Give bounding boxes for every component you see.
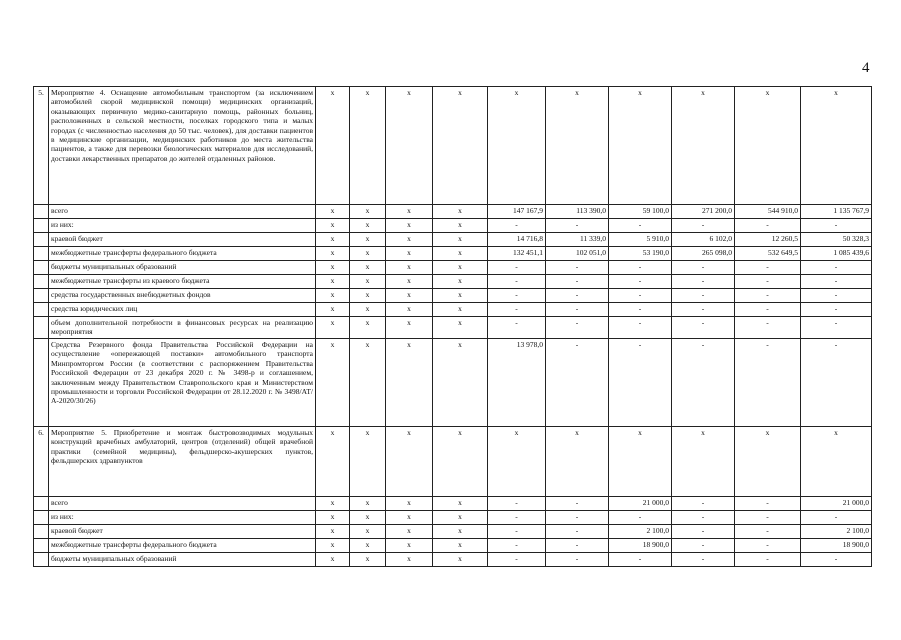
table-cell: - bbox=[801, 339, 872, 427]
empty-number-cell bbox=[34, 339, 49, 427]
table-cell: 132 451,1 bbox=[488, 247, 546, 261]
table-cell: x bbox=[350, 261, 386, 275]
table-cell: x bbox=[316, 339, 350, 427]
row-label: из них: bbox=[49, 511, 316, 525]
table-cell: x bbox=[386, 427, 433, 497]
table-cell: x bbox=[433, 303, 488, 317]
table-cell: x bbox=[433, 497, 488, 511]
table-cell: 12 260,5 bbox=[735, 233, 801, 247]
table-cell: - bbox=[609, 553, 672, 567]
table-cell: - bbox=[801, 261, 872, 275]
section-title-row bbox=[34, 427, 872, 497]
table-cell: 532 649,5 bbox=[735, 247, 801, 261]
table-cell: - bbox=[546, 275, 609, 289]
empty-number-cell bbox=[34, 289, 49, 303]
table-cell: x bbox=[433, 539, 488, 553]
table-cell: x bbox=[316, 233, 350, 247]
empty-number-cell bbox=[34, 261, 49, 275]
empty-number-cell bbox=[34, 317, 49, 339]
table-cell: - bbox=[488, 219, 546, 233]
table-cell: - bbox=[735, 303, 801, 317]
table-cell: - bbox=[672, 539, 735, 553]
table-cell: - bbox=[546, 511, 609, 525]
table-cell: x bbox=[316, 205, 350, 219]
section-number: 6. bbox=[34, 427, 49, 497]
table-cell: - bbox=[735, 275, 801, 289]
table-cell: - bbox=[735, 289, 801, 303]
empty-number-cell bbox=[34, 553, 49, 567]
table-cell: - bbox=[609, 339, 672, 427]
table-cell: x bbox=[433, 275, 488, 289]
table-cell: x bbox=[672, 87, 735, 205]
table-cell: x bbox=[386, 247, 433, 261]
empty-number-cell bbox=[34, 275, 49, 289]
table-cell: - bbox=[735, 539, 801, 553]
table-cell: - bbox=[488, 289, 546, 303]
table-cell: - bbox=[672, 553, 735, 567]
table-cell: 271 200,0 bbox=[672, 205, 735, 219]
row-label: межбюджетные трансферты федерального бюджета bbox=[49, 247, 316, 261]
table-cell: - bbox=[546, 219, 609, 233]
empty-number-cell bbox=[34, 525, 49, 539]
table-cell: x bbox=[350, 219, 386, 233]
table-cell: 53 190,0 bbox=[609, 247, 672, 261]
table-cell: 265 098,0 bbox=[672, 247, 735, 261]
row-label: межбюджетные трансферты федерального бюджета bbox=[49, 539, 316, 553]
table-cell: 1 085 439,6 bbox=[801, 247, 872, 261]
table-cell: x bbox=[433, 289, 488, 303]
row-label: средства государственных внебюджетных фондов bbox=[49, 289, 316, 303]
table-cell: 59 100,0 bbox=[609, 205, 672, 219]
table-cell: x bbox=[350, 339, 386, 427]
table-cell: - bbox=[735, 553, 801, 567]
table-cell: - bbox=[546, 497, 609, 511]
table-cell: x bbox=[350, 87, 386, 205]
table-cell: x bbox=[316, 261, 350, 275]
table-row bbox=[34, 205, 872, 219]
table-cell: - bbox=[735, 317, 801, 339]
table-cell: x bbox=[386, 289, 433, 303]
table-cell: x bbox=[386, 339, 433, 427]
table-cell: x bbox=[433, 525, 488, 539]
table-cell: 544 910,0 bbox=[735, 205, 801, 219]
table-cell: - bbox=[609, 289, 672, 303]
table-cell: 5 910,0 bbox=[609, 233, 672, 247]
row-label: краевой бюджет bbox=[49, 233, 316, 247]
row-label: Средства Резервного фонда Правительства Российской Федерации на осуществление «опережающей поставки» автомобильного транспорта Минпромторгом России (в соответствии с распоряжением Правительства Российской Федерации от 23 декабря 2020 г. № 3498-р и соглашением, заключенным между Правительством Ставропольского края и Министерством промышленности и торговли Российской Федерации от 28.12.2020 г. № 3498/АТ/А-2020/30/26) bbox=[49, 339, 316, 427]
table-cell: x bbox=[386, 219, 433, 233]
table-cell: x bbox=[609, 427, 672, 497]
table-cell: - bbox=[609, 219, 672, 233]
table-cell: 14 716,8 bbox=[488, 233, 546, 247]
table-cell: x bbox=[350, 303, 386, 317]
table-cell: x bbox=[316, 317, 350, 339]
table-cell: - bbox=[488, 553, 546, 567]
table-cell: 50 328,3 bbox=[801, 233, 872, 247]
empty-number-cell bbox=[34, 205, 49, 219]
table-cell: 21 000,0 bbox=[801, 497, 872, 511]
empty-number-cell bbox=[34, 303, 49, 317]
table-cell: x bbox=[488, 87, 546, 205]
table-cell: 18 900,0 bbox=[801, 539, 872, 553]
table-cell: x bbox=[316, 247, 350, 261]
table-cell: x bbox=[433, 339, 488, 427]
table-cell: 2 100,0 bbox=[609, 525, 672, 539]
table-cell: x bbox=[433, 233, 488, 247]
table-cell: - bbox=[488, 261, 546, 275]
table-cell: x bbox=[433, 317, 488, 339]
table-cell: x bbox=[801, 427, 872, 497]
table-row bbox=[34, 539, 872, 553]
table-cell: 1 135 767,9 bbox=[801, 205, 872, 219]
table-cell: - bbox=[546, 525, 609, 539]
section-title: Мероприятие 5. Приобретение и монтаж быстровозводимых модульных конструкций врачебных амбулаторий, центров (отделений) общей врачебной практики (семейной медицины), фельдшерско-акушерских пунктов, фельдшерских здравпунктов bbox=[49, 427, 316, 497]
table-cell: x bbox=[386, 511, 433, 525]
table-cell: x bbox=[546, 427, 609, 497]
table-cell: x bbox=[316, 427, 350, 497]
table-cell: x bbox=[433, 87, 488, 205]
table-cell: x bbox=[316, 497, 350, 511]
table-cell: - bbox=[488, 511, 546, 525]
table-cell: - bbox=[801, 219, 872, 233]
table-row bbox=[34, 497, 872, 511]
table-cell: - bbox=[488, 497, 546, 511]
table-cell: 11 339,0 bbox=[546, 233, 609, 247]
empty-number-cell bbox=[34, 497, 49, 511]
table-row bbox=[34, 289, 872, 303]
table-row bbox=[34, 339, 872, 427]
table-cell: x bbox=[735, 427, 801, 497]
table-row bbox=[34, 247, 872, 261]
empty-number-cell bbox=[34, 511, 49, 525]
table-cell: x bbox=[316, 553, 350, 567]
table-cell: x bbox=[433, 247, 488, 261]
row-label: бюджеты муниципальных образований bbox=[49, 553, 316, 567]
table-cell: x bbox=[433, 205, 488, 219]
table-cell: x bbox=[386, 205, 433, 219]
table-cell: x bbox=[316, 303, 350, 317]
table-cell: - bbox=[609, 261, 672, 275]
table-cell: x bbox=[350, 247, 386, 261]
table-cell: x bbox=[386, 317, 433, 339]
row-label: бюджеты муниципальных образований bbox=[49, 261, 316, 275]
table-cell: x bbox=[350, 289, 386, 303]
table-row bbox=[34, 275, 872, 289]
table-cell: - bbox=[672, 525, 735, 539]
table-cell: 21 000,0 bbox=[609, 497, 672, 511]
table-row bbox=[34, 525, 872, 539]
table-row bbox=[34, 233, 872, 247]
table-cell: x bbox=[316, 219, 350, 233]
table-cell: x bbox=[672, 427, 735, 497]
table-cell: x bbox=[386, 275, 433, 289]
table-row bbox=[34, 511, 872, 525]
table-cell: - bbox=[801, 303, 872, 317]
table-cell: x bbox=[433, 511, 488, 525]
table-cell: x bbox=[350, 525, 386, 539]
table-cell: x bbox=[433, 261, 488, 275]
empty-number-cell bbox=[34, 539, 49, 553]
row-label: средства юридических лиц bbox=[49, 303, 316, 317]
row-label: всего bbox=[49, 497, 316, 511]
empty-number-cell bbox=[34, 219, 49, 233]
table-cell: - bbox=[672, 511, 735, 525]
table-cell: x bbox=[735, 87, 801, 205]
table-cell: - bbox=[488, 539, 546, 553]
table-cell: - bbox=[488, 525, 546, 539]
table-cell: 113 390,0 bbox=[546, 205, 609, 219]
table-cell: x bbox=[546, 87, 609, 205]
table-row bbox=[34, 261, 872, 275]
table-row bbox=[34, 219, 872, 233]
table-cell: x bbox=[350, 539, 386, 553]
table-row bbox=[34, 317, 872, 339]
table-cell: - bbox=[735, 525, 801, 539]
table-cell: 6 102,0 bbox=[672, 233, 735, 247]
table-cell: x bbox=[350, 317, 386, 339]
table-cell: - bbox=[672, 339, 735, 427]
table-cell: - bbox=[672, 289, 735, 303]
table-cell: - bbox=[735, 219, 801, 233]
table-cell: - bbox=[546, 317, 609, 339]
page-number: 4 bbox=[862, 60, 870, 76]
table-cell: - bbox=[801, 275, 872, 289]
empty-number-cell bbox=[34, 247, 49, 261]
table-cell: - bbox=[672, 303, 735, 317]
table-cell: x bbox=[316, 525, 350, 539]
row-label: всего bbox=[49, 205, 316, 219]
table-cell: x bbox=[316, 539, 350, 553]
table-cell: - bbox=[672, 275, 735, 289]
table-cell: - bbox=[735, 497, 801, 511]
table-cell: x bbox=[386, 261, 433, 275]
table-cell: x bbox=[801, 87, 872, 205]
table-cell: - bbox=[488, 303, 546, 317]
table-cell: - bbox=[735, 261, 801, 275]
table-cell: - bbox=[609, 511, 672, 525]
table-cell: - bbox=[801, 317, 872, 339]
table-cell: 102 051,0 bbox=[546, 247, 609, 261]
table-cell: - bbox=[735, 339, 801, 427]
table-cell: - bbox=[609, 317, 672, 339]
table-cell: - bbox=[609, 275, 672, 289]
table-cell: x bbox=[316, 289, 350, 303]
table-cell: x bbox=[488, 427, 546, 497]
table-cell: 2 100,0 bbox=[801, 525, 872, 539]
budget-table bbox=[33, 86, 872, 567]
table-cell: - bbox=[672, 497, 735, 511]
table-cell: 147 167,9 bbox=[488, 205, 546, 219]
table-cell: x bbox=[350, 511, 386, 525]
table-cell: x bbox=[386, 539, 433, 553]
table-cell: - bbox=[546, 553, 609, 567]
table-cell: - bbox=[672, 219, 735, 233]
table-cell: x bbox=[433, 553, 488, 567]
table-cell: - bbox=[672, 261, 735, 275]
table-cell: - bbox=[609, 303, 672, 317]
table-cell: - bbox=[488, 275, 546, 289]
table-cell: x bbox=[386, 87, 433, 205]
table-cell: x bbox=[316, 511, 350, 525]
table-row bbox=[34, 553, 872, 567]
table-cell: x bbox=[386, 553, 433, 567]
table-cell: 18 900,0 bbox=[609, 539, 672, 553]
row-label: краевой бюджет bbox=[49, 525, 316, 539]
table-cell: x bbox=[386, 525, 433, 539]
table-cell: x bbox=[386, 497, 433, 511]
table-cell: x bbox=[350, 553, 386, 567]
section-title-row bbox=[34, 87, 872, 205]
table-cell: - bbox=[672, 317, 735, 339]
table-cell: - bbox=[546, 339, 609, 427]
table-cell: - bbox=[801, 553, 872, 567]
section-number: 5. bbox=[34, 87, 49, 205]
table-cell: - bbox=[546, 539, 609, 553]
table-cell: x bbox=[609, 87, 672, 205]
table-cell: - bbox=[546, 289, 609, 303]
table-cell: x bbox=[386, 303, 433, 317]
table-cell: - bbox=[546, 261, 609, 275]
table-cell: - bbox=[735, 511, 801, 525]
table-cell: - bbox=[488, 317, 546, 339]
table-cell: x bbox=[350, 427, 386, 497]
table-cell: x bbox=[386, 233, 433, 247]
table-cell: x bbox=[316, 87, 350, 205]
table-cell: x bbox=[350, 205, 386, 219]
table-cell: x bbox=[350, 275, 386, 289]
empty-number-cell bbox=[34, 233, 49, 247]
table-cell: - bbox=[801, 511, 872, 525]
table-cell: - bbox=[546, 303, 609, 317]
table-cell: x bbox=[316, 275, 350, 289]
table-cell: x bbox=[433, 219, 488, 233]
table-row bbox=[34, 303, 872, 317]
section-title: Мероприятие 4. Оснащение автомобильным транспортом (за исключением автомобилей скорой медицинской помощи) медицинских организаций, оказывающих первичную медико-санитарную помощь, районных больниц, расположенных в сельской местности, поселках городского типа и малых городах (с численностью населения до 50 тыс. человек), для доставки пациентов в медицинские организации, медицинских работников до места жительства пациентов, а также для перевозки биологических материалов для исследований, доставки лекарственных препаратов до жителей отдаленных районов. bbox=[49, 87, 316, 205]
table-cell: x bbox=[433, 427, 488, 497]
table-cell: x bbox=[350, 233, 386, 247]
table-cell: 13 978,0 bbox=[488, 339, 546, 427]
row-label: объем дополнительной потребности в финансовых ресурсах на реализацию мероприятия bbox=[49, 317, 316, 339]
row-label: из них: bbox=[49, 219, 316, 233]
table-cell: x bbox=[350, 497, 386, 511]
table-cell: - bbox=[801, 289, 872, 303]
row-label: межбюджетные трансферты из краевого бюджета bbox=[49, 275, 316, 289]
